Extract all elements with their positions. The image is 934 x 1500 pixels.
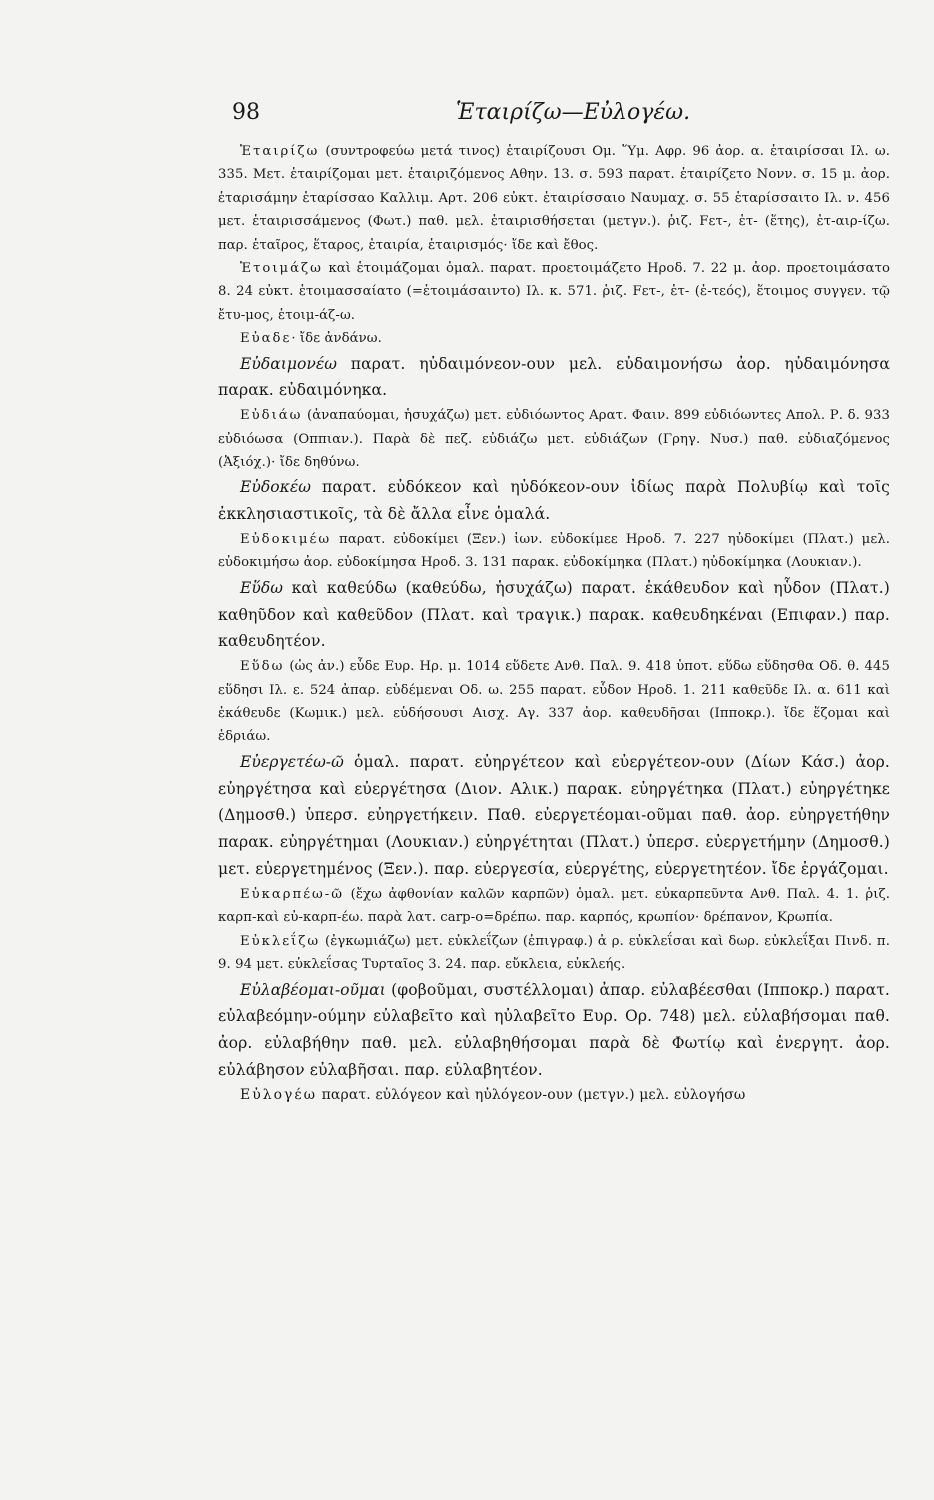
entry-body: καὶ ἑτοιμάζομαι ὁμαλ. παρατ. προετοιμάζετο Ηροδ. 7. 22 μ. ἀορ. προετοιμάσατο 8. 24 εὐκτ. ἑτοιμασσαίατο (=ἑτοιμάσαιντο) Ιλ. κ. 571. ῥιζ. Fετ-, ἑτ- (ἑ-τεός), ἕτοιμος συγγεν. τῷ ἔτυ-μος, ἑτοιμ-άζ-ω.	[218, 261, 890, 323]
entry-eudo	[218, 655, 890, 749]
entry-headword: Εὐεργετέω-ῶ	[240, 752, 344, 771]
entry-body: (ὡς ἀν.) εὗδε Ευρ. Ηρ. μ. 1014 εὕδετε Ανθ. Παλ. 9. 418 ὑποτ. εὕδω εὕδησθα Οδ. θ. 445 εὕδησι Ιλ. ε. 524 ἀπαρ. εὑδέμεναι Οδ. ω. 255 παρατ. εὗδον Ηροδ. 1. 211 καθεῦδε Ιλ. α. 611 καὶ ἐκάθευδε (Κωμικ.) μελ. εὑδήσουσι Αισχ. Αγ. 337 ἀορ. καθευδῆσαι (Ιπποκρ.). ἴδε ἕζομαι καὶ ἑδριάω.	[218, 659, 890, 745]
entry-headword: Εὕδω	[240, 578, 283, 597]
entry-headword: Ἑτοιμάζω	[240, 261, 323, 277]
entry-body: (ἐγκωμιάζω) μετ. εὐκλεΐζων (ἐπιγραφ.) ἀ ρ. εὐκλεΐσαι καὶ δωρ. εὐκλεΐξαι Πινδ. π. 9. 94 μετ. εὐκλεΐσας Τυρταῖος 3. 24. παρ. εὔκλεια, εὐκλεής.	[218, 933, 890, 973]
entry-eulogeo	[218, 1084, 890, 1107]
entry-headword: Εὐδαιμονέω	[240, 354, 337, 373]
entry-euergeteo	[218, 749, 890, 883]
entry-headword: Εὐκλεΐζω	[240, 933, 321, 949]
entry-headword: Εὐδιάω	[240, 408, 303, 424]
entry-euade	[218, 327, 890, 350]
entry-headword: Εὐλαβέομαι-οῦμαι	[240, 980, 386, 999]
entry-body: (φοβοῦμαι, συστέλλομαι) ἀπαρ. εὐλαβέεσθαι (Ιπποκρ.) παρατ. εὐλαβεόμην-ούμην εὐλαβεῖτο καὶ ηὐλαβεῖτο Ευρ. Ορ. 748) μελ. εὐλαβήσομαι παθ. ἀορ. εὐλαβήθην παθ. μελ. εὐλαβηθήσομαι παρὰ δὲ Φωτίῳ καὶ ἐνεργητ. ἀορ. εὐλάβησον εὐλαβῆσαι. παρ. εὐλαβητέον.	[218, 980, 890, 1079]
entry-eukarpeo	[218, 883, 890, 930]
page-number: 98	[232, 100, 260, 125]
entry-eudiao	[218, 404, 890, 474]
page-header	[218, 96, 898, 136]
running-title: Ἑταιρίζω—Εὐλογέω.	[456, 100, 691, 125]
entry-headword: Εὐαδε	[240, 331, 292, 347]
entry-eulabeomai	[218, 977, 890, 1084]
entry-body: παρατ. εὐδοκίμει (Ξεν.) ἰων. εὐδοκίμεε Ηροδ. 7. 227 ηὐδοκίμει (Πλατ.) μελ. εὐδοκιμήσω ἀορ. εὐδοκίμησα Ηροδ. 3. 131 παρακ. εὐδοκίμηκα (Πλατ.) ηὐδοκίμηκα (Λουκιαν.).	[218, 532, 890, 571]
entry-headword: Ἑταιρίζω	[240, 144, 320, 159]
entry-body: ὁμαλ. παρατ. εὐηργέτεον καὶ εὐεργέτεον-ουν (Δίων Κάσ.) ἀορ. εὐηργέτησα καὶ εὐεργέτησα (Διον. Αλικ.) παρακ. εὐηργέτηκα (Πλατ.) εὐηργέτηκε (Δημοσθ.) ὑπερσ. εὐηργετήκειν. Παθ. εὐεργετέομαι-οῦμαι παθ. ἀορ. εὐηργετήθην παρακ. εὐηργέτημαι (Λουκιαν.) εὐηργέτηται (Πλατ.) ὑπερσ. εὐεργετήμην (Δημοσθ.) μετ. εὐεργετημένος (Ξεν.). παρ. εὐεργεσία, εὐεργέτης, εὐεργετητέον. ἴδε ἐργάζομαι.	[218, 752, 890, 879]
entry-etoimazo	[218, 257, 890, 327]
entry-body: · ἴδε ἀνδάνω.	[291, 331, 382, 347]
entry-body: (ἔχω ἀφθονίαν καλῶν καρπῶν) ὁμαλ. μετ. εὐκαρπεῦντα Ανθ. Παλ. 4. 1. ῥιζ. καρπ-καὶ εὐ-καρπ-έω. παρὰ λατ. carp-o=δρέπω. παρ. καρπός, κρωπίον· δρέπανον, Κρωπία.	[218, 886, 890, 926]
entry-headword: Εὐδοκιμέω	[240, 532, 332, 548]
entry-headword: Εὐκαρπέω-ῶ	[240, 886, 345, 902]
entry-headword: Εὕδω	[240, 659, 285, 675]
entry-body: (ἀναπαύομαι, ἡσυχάζω) μετ. εὐδιόωντος Αρατ. Φαιν. 899 εὐδιόωντες Απολ. Ρ. δ. 933 εὐδιόωσα (Οππιαν.). Παρὰ δὲ πεζ. εὐδιάζω μετ. εὐδιάζων (Γρηγ. Νυσ.) παθ. εὐδιαζόμενος (Ἀξιόχ.)· ἴδε δηθύνω.	[218, 408, 890, 471]
entry-body: παρατ. εὐλόγεον καὶ ηὐλόγεον-ουν (μετγν.) μελ. εὐλογήσω	[317, 1086, 746, 1103]
entry-eudokimeo	[218, 528, 890, 575]
entry-body: παρατ. ηὐδαιμόνεον-ουν μελ. εὐδαιμονήσω ἀορ. ηὐδαιμόνησα παρακ. εὐδαιμόνηκα.	[218, 354, 890, 400]
entry-headword: Εὐδοκέω	[240, 478, 311, 497]
entry-eukleizo	[218, 930, 890, 977]
entry-eudo-kai-katheudo	[218, 575, 890, 655]
entry-body: παρατ. εὐδόκεον καὶ ηὐδόκεον-ουν ἰδίως παρὰ Πολυβίῳ καὶ τοῖς ἐκκλησιαστικοῖς, τὰ δὲ ἄλλα εἶνε ὁμαλά.	[218, 478, 890, 524]
entry-body: καὶ καθεύδω (καθεύδω, ἡσυχάζω) παρατ. ἐκάθευδον καὶ ηὗδον (Πλατ.) καθηῦδον καὶ καθεῦδον (Πλατ. καὶ τραγικ.) παρακ. καθευδηκέναι (Επιφαν.) παρ. καθευδητέον.	[218, 578, 890, 651]
entry-headword: Εὐλογέω	[240, 1086, 318, 1103]
entry-eudokeo	[218, 474, 890, 528]
entry-etairizo	[218, 140, 890, 257]
entry-body: (συντροφεύω μετά τινος) ἑταιρίζουσι Ομ. Ὕμ. Αφρ. 96 ἀορ. α. ἑταιρίσσαι Ιλ. ω. 335. Μετ. ἑταιρίζομαι μετ. ἑταιριζόμενος Αθην. 13. σ. 593 παρατ. ἑταιρίζετο Νονν. σ. 15 μ. ἀορ. ἑταρισάμην ἑταρίσσαο Καλλιμ. Αρτ. 206 εὐκτ. ἑταιρίσσαιο Ναυμαχ. σ. 55 ἑταρίσσαιτο Ιλ. ν. 456 μετ. ἑταιρισσάμενος (Φωτ.) παθ. μελ. ἑταιρισθήσεται (μετγν.). ῥιζ. Fετ-, ἑτ- (ἕτης), ἑτ-αιρ-ίζω. παρ. ἑταῖρος, ἕταρος, ἑταιρία, ἑταιρισμός· ἴδε καὶ ἔθος.	[218, 144, 890, 253]
dictionary-entries	[218, 140, 890, 1107]
entry-eudaimoneo	[218, 351, 890, 405]
